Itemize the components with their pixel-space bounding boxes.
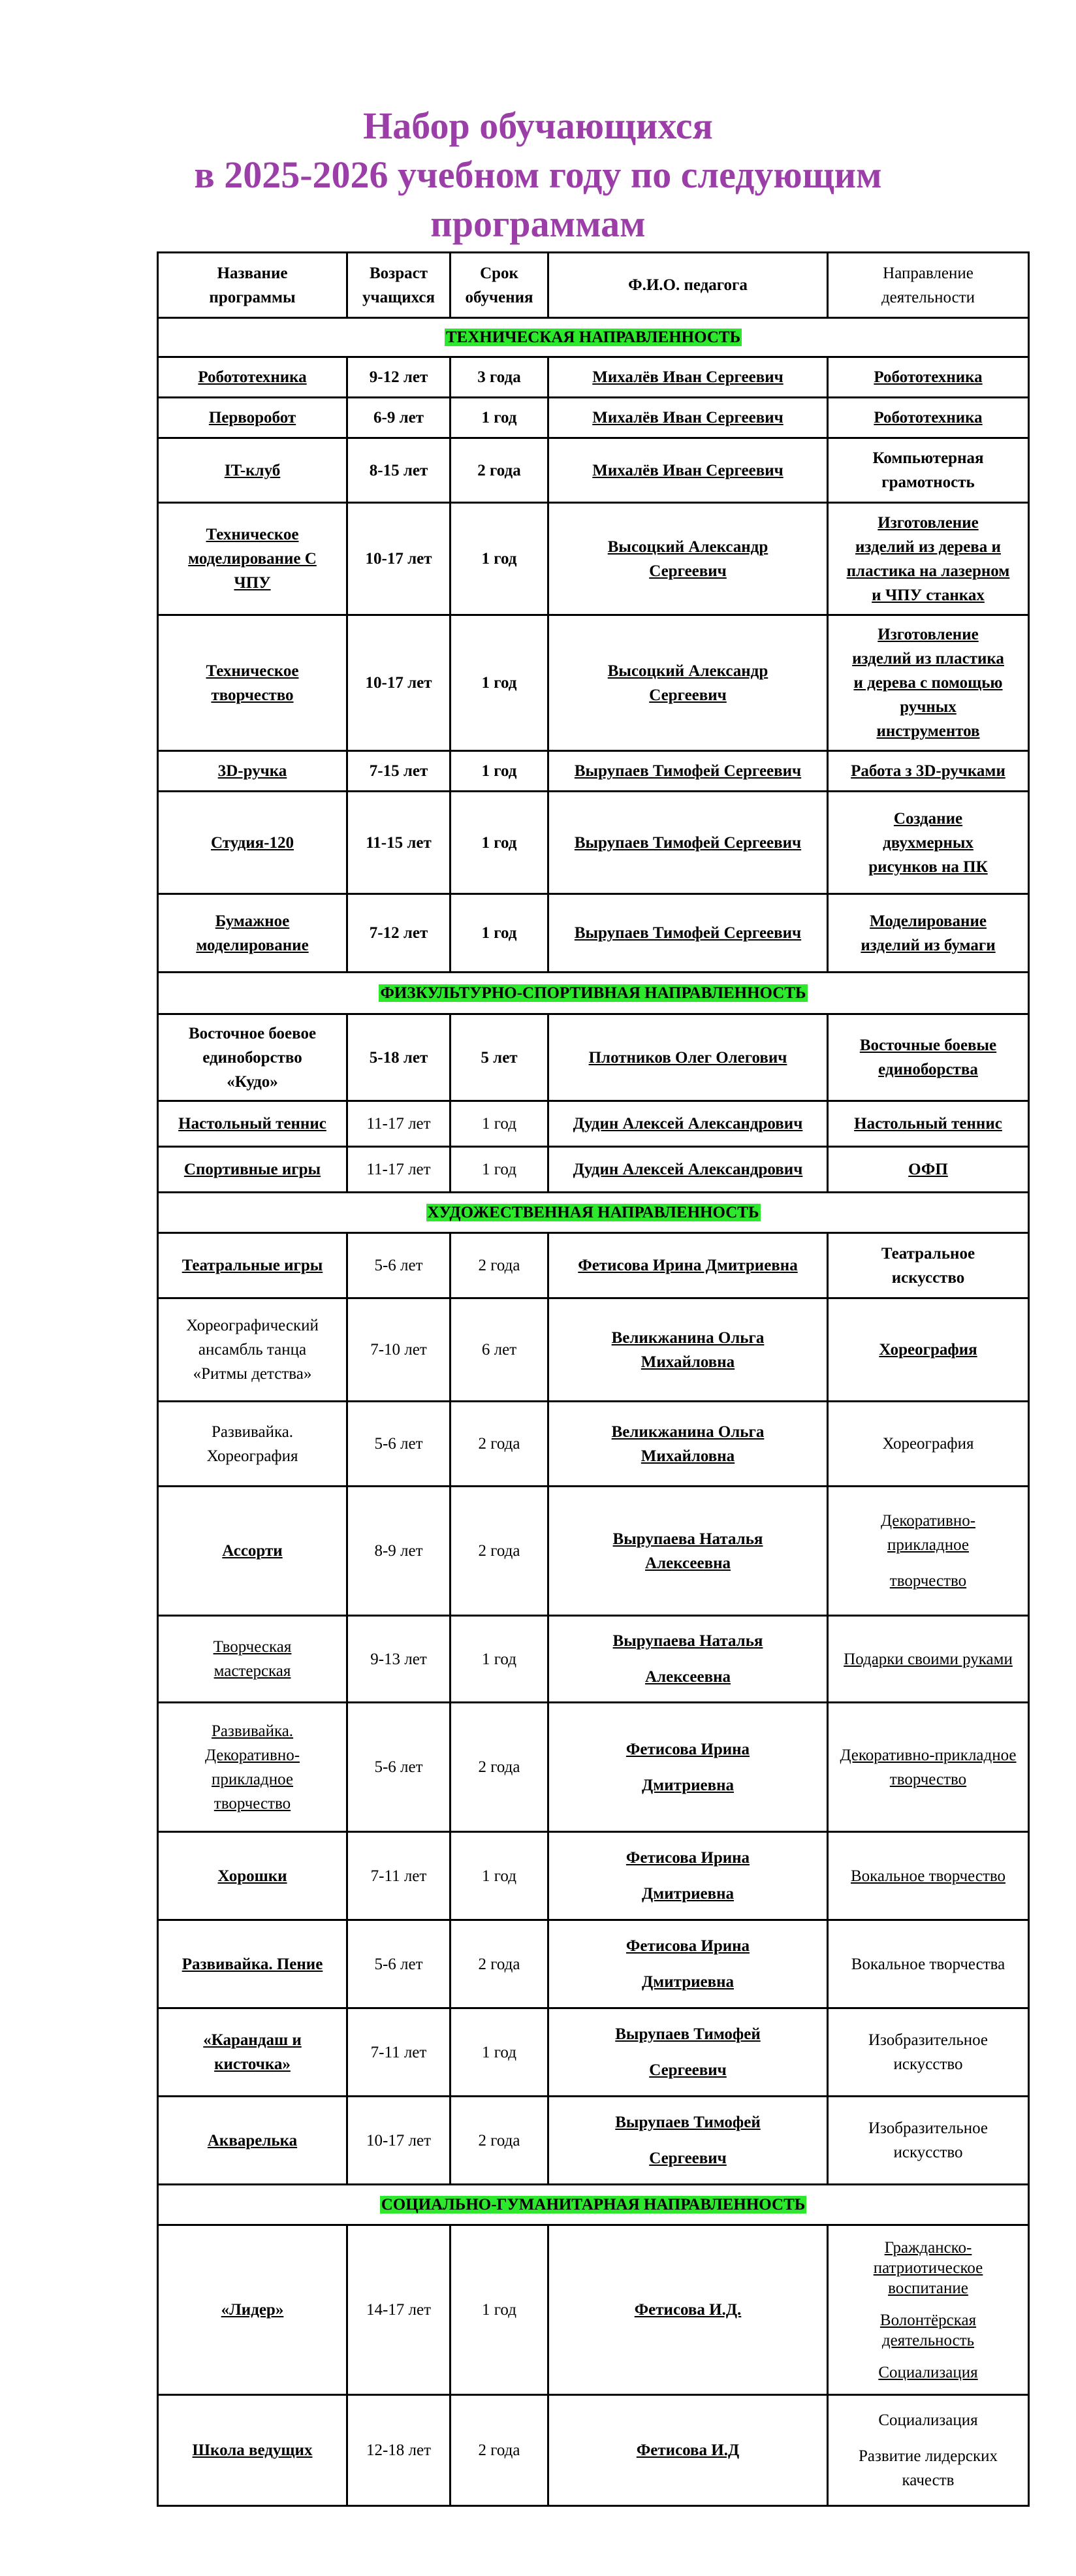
direction: Робототехника (828, 398, 1029, 438)
term: 2 года (451, 1402, 548, 1487)
direction: Хореография (828, 1402, 1029, 1487)
age: 7-10 лет (347, 1298, 451, 1402)
program-name: Техническое творчество (158, 615, 347, 751)
term: 1 год (451, 1832, 548, 1920)
teacher: Плотников Олег Олегович (548, 1014, 828, 1101)
age: 6-9 лет (347, 398, 451, 438)
term: 6 лет (451, 1298, 548, 1402)
table-row (158, 2225, 1029, 2395)
teacher: Вырупаев Тимофей Сергеевич (548, 2008, 828, 2097)
direction: Работа з 3D-ручками (828, 751, 1029, 792)
direction: Изобразительное искусство (828, 2008, 1029, 2097)
table-row (158, 1101, 1029, 1147)
teacher: Великжанина Ольга Михайловна (548, 1298, 828, 1402)
term: 2 года (451, 1920, 548, 2008)
header-age: Возраст учащихся (347, 253, 451, 318)
section-sport-label: ФИЗКУЛЬТУРНО-СПОРТИВНАЯ НАПРАВЛЕННОСТЬ (380, 984, 806, 1002)
section-row (158, 2185, 1029, 2225)
table-row (158, 438, 1029, 503)
program-name: Ассорти (158, 1487, 347, 1616)
term: 5 лет (451, 1014, 548, 1101)
age: 9-13 лет (347, 1616, 451, 1703)
table-row (158, 1233, 1029, 1298)
program-name: Бумажное моделирование (158, 894, 347, 973)
term: 2 года (451, 2395, 548, 2506)
title-line-2: в 2025-2026 учебном году по следующим (194, 153, 882, 196)
direction: Восточные боевые единоборства (828, 1014, 1029, 1101)
age: 10-17 лет (347, 615, 451, 751)
direction: Изготовление изделий из пластика и дерева с помощью ручных инструментов (828, 615, 1029, 751)
program-name: Акварелька (158, 2097, 347, 2185)
age: 11-15 лет (347, 792, 451, 894)
section-row (158, 973, 1029, 1014)
direction: Вокальное творчества (828, 1920, 1029, 2008)
table-row (158, 894, 1029, 973)
term: 1 год (451, 2008, 548, 2097)
direction: Компьютерная грамотность (828, 438, 1029, 503)
section-social-label: СОЦИАЛЬНО-ГУМАНИТАРНАЯ НАПРАВЛЕННОСТЬ (381, 2196, 806, 2214)
table-row (158, 357, 1029, 398)
header-direction: Направление деятельности (828, 253, 1029, 318)
age: 7-12 лет (347, 894, 451, 973)
program-name: «Лидер» (158, 2225, 347, 2395)
program-name: Хореографический ансамбль танца «Ритмы детства» (158, 1298, 347, 1402)
program-name: Школа ведущих (158, 2395, 347, 2506)
term: 2 года (451, 1233, 548, 1298)
teacher: Фетисова Ирина Дмитриевна (548, 1233, 828, 1298)
teacher: Михалёв Иван Сергеевич (548, 357, 828, 398)
table-row (158, 792, 1029, 894)
term: 1 год (451, 1616, 548, 1703)
program-name: Робототехника (158, 357, 347, 398)
teacher: Михалёв Иван Сергеевич (548, 398, 828, 438)
table-row (158, 1014, 1029, 1101)
teacher: Вырупаев Тимофей Сергеевич (548, 2097, 828, 2185)
table-row (158, 1616, 1029, 1703)
direction: Настольный теннис (828, 1101, 1029, 1147)
age: 12-18 лет (347, 2395, 451, 2506)
title-line-3: программам (430, 202, 646, 245)
age: 8-9 лет (347, 1487, 451, 1616)
table-row (158, 503, 1029, 615)
program-name: Настольный теннис (158, 1101, 347, 1147)
direction: Подарки своими руками (828, 1616, 1029, 1703)
term: 2 года (451, 438, 548, 503)
age: 10-17 лет (347, 2097, 451, 2185)
program-name: Спортивные игры (158, 1147, 347, 1193)
table-row (158, 2097, 1029, 2185)
header-teacher: Ф.И.О. педагога (548, 253, 828, 318)
section-row (158, 1193, 1029, 1233)
section-title (158, 2185, 1029, 2225)
program-name: Развивайка. Пение (158, 1920, 347, 2008)
section-tech-label: ТЕХНИЧЕСКАЯ НАПРАВЛЕННОСТЬ (445, 329, 741, 346)
table-row (158, 615, 1029, 751)
teacher: Высоцкий Александр Сергеевич (548, 503, 828, 615)
teacher: Михалёв Иван Сергеевич (548, 438, 828, 503)
program-name: Техническое моделирование С ЧПУ (158, 503, 347, 615)
term: 1 год (451, 615, 548, 751)
teacher: Вырупаева Наталья Алексеевна (548, 1616, 828, 1703)
teacher: Фетисова И.Д (548, 2395, 828, 2506)
term: 2 года (451, 1703, 548, 1832)
term: 1 год (451, 398, 548, 438)
teacher: Фетисова И.Д. (548, 2225, 828, 2395)
age: 5-18 лет (347, 1014, 451, 1101)
table-row (158, 1298, 1029, 1402)
table-header-row (158, 253, 1029, 318)
table-row (158, 1832, 1029, 1920)
direction: Создание двухмерных рисунков на ПК (828, 792, 1029, 894)
program-name: Перворобот (158, 398, 347, 438)
age: 7-15 лет (347, 751, 451, 792)
teacher: Дудин Алексей Александрович (548, 1101, 828, 1147)
age: 5-6 лет (347, 1920, 451, 2008)
age: 5-6 лет (347, 1402, 451, 1487)
program-name: «Карандаш и кисточка» (158, 2008, 347, 2097)
term: 3 года (451, 357, 548, 398)
table-row (158, 2008, 1029, 2097)
age: 8-15 лет (347, 438, 451, 503)
program-name: Развивайка. Хореография (158, 1402, 347, 1487)
teacher: Фетисова Ирина Дмитриевна (548, 1832, 828, 1920)
term: 1 год (451, 751, 548, 792)
teacher: Вырупаев Тимофей Сергеевич (548, 894, 828, 973)
term: 2 года (451, 2097, 548, 2185)
term: 2 года (451, 1487, 548, 1616)
age: 7-11 лет (347, 2008, 451, 2097)
teacher: Фетисова Ирина Дмитриевна (548, 1920, 828, 2008)
age: 7-11 лет (347, 1832, 451, 1920)
title-line-1: Набор обучающихся (363, 105, 713, 147)
direction: Изобразительное искусство (828, 2097, 1029, 2185)
teacher: Фетисова Ирина Дмитриевна (548, 1703, 828, 1832)
teacher: Вырупаев Тимофей Сергеевич (548, 792, 828, 894)
section-title (158, 1193, 1029, 1233)
table-row (158, 1487, 1029, 1616)
program-name: Хорошки (158, 1832, 347, 1920)
age: 9-12 лет (347, 357, 451, 398)
table-row (158, 1920, 1029, 2008)
term: 1 год (451, 503, 548, 615)
table-row (158, 751, 1029, 792)
teacher: Высоцкий Александр Сергеевич (548, 615, 828, 751)
teacher: Великжанина Ольга Михайловна (548, 1402, 828, 1487)
age: 5-6 лет (347, 1233, 451, 1298)
age: 5-6 лет (347, 1703, 451, 1832)
header-program-name: Название программы (158, 253, 347, 318)
direction: Хореография (828, 1298, 1029, 1402)
direction: Вокальное творчество (828, 1832, 1029, 1920)
section-art-label: ХУДОЖЕСТВЕННАЯ НАПРАВЛЕННОСТЬ (427, 1204, 759, 1221)
direction: Декоративно-прикладное творчество (828, 1703, 1029, 1832)
program-name: 3D-ручка (158, 751, 347, 792)
term: 1 год (451, 2225, 548, 2395)
program-name: Театральные игры (158, 1233, 347, 1298)
table-row (158, 1147, 1029, 1193)
teacher: Дудин Алексей Александрович (548, 1147, 828, 1193)
table-row (158, 398, 1029, 438)
term: 1 год (451, 1101, 548, 1147)
program-name: Студия-120 (158, 792, 347, 894)
table-row (158, 1402, 1029, 1487)
section-title (158, 318, 1029, 357)
age: 14-17 лет (347, 2225, 451, 2395)
program-name: IT-клуб (158, 438, 347, 503)
term: 1 год (451, 894, 548, 973)
term: 1 год (451, 792, 548, 894)
teacher: Вырупаева Наталья Алексеевна (548, 1487, 828, 1616)
direction: Социализация Развитие лидерских качеств (828, 2395, 1029, 2506)
table-row (158, 2395, 1029, 2506)
programs-table (157, 251, 1030, 2507)
age: 11-17 лет (347, 1147, 451, 1193)
direction: Моделирование изделий из бумаги (828, 894, 1029, 973)
age: 10-17 лет (347, 503, 451, 615)
direction: Изготовление изделий из дерева и пластика на лазерном и ЧПУ станках (828, 503, 1029, 615)
page-title (0, 101, 1076, 248)
direction: Гражданско- патриотическое воспитание Волонтёрская деятельность Социализация (828, 2225, 1029, 2395)
header-term: Срок обучения (451, 253, 548, 318)
term: 1 год (451, 1147, 548, 1193)
program-name: Развивайка. Декоративно- прикладное творчество (158, 1703, 347, 1832)
section-title (158, 973, 1029, 1014)
direction: Театральное искусство (828, 1233, 1029, 1298)
program-name: Творческая мастерская (158, 1616, 347, 1703)
direction: Робототехника (828, 357, 1029, 398)
direction: Декоративно- прикладное творчество (828, 1487, 1029, 1616)
table-row (158, 1703, 1029, 1832)
section-row (158, 318, 1029, 357)
teacher: Вырупаев Тимофей Сергеевич (548, 751, 828, 792)
direction: ОФП (828, 1147, 1029, 1193)
program-name: Восточное боевое единоборство «Кудо» (158, 1014, 347, 1101)
age: 11-17 лет (347, 1101, 451, 1147)
